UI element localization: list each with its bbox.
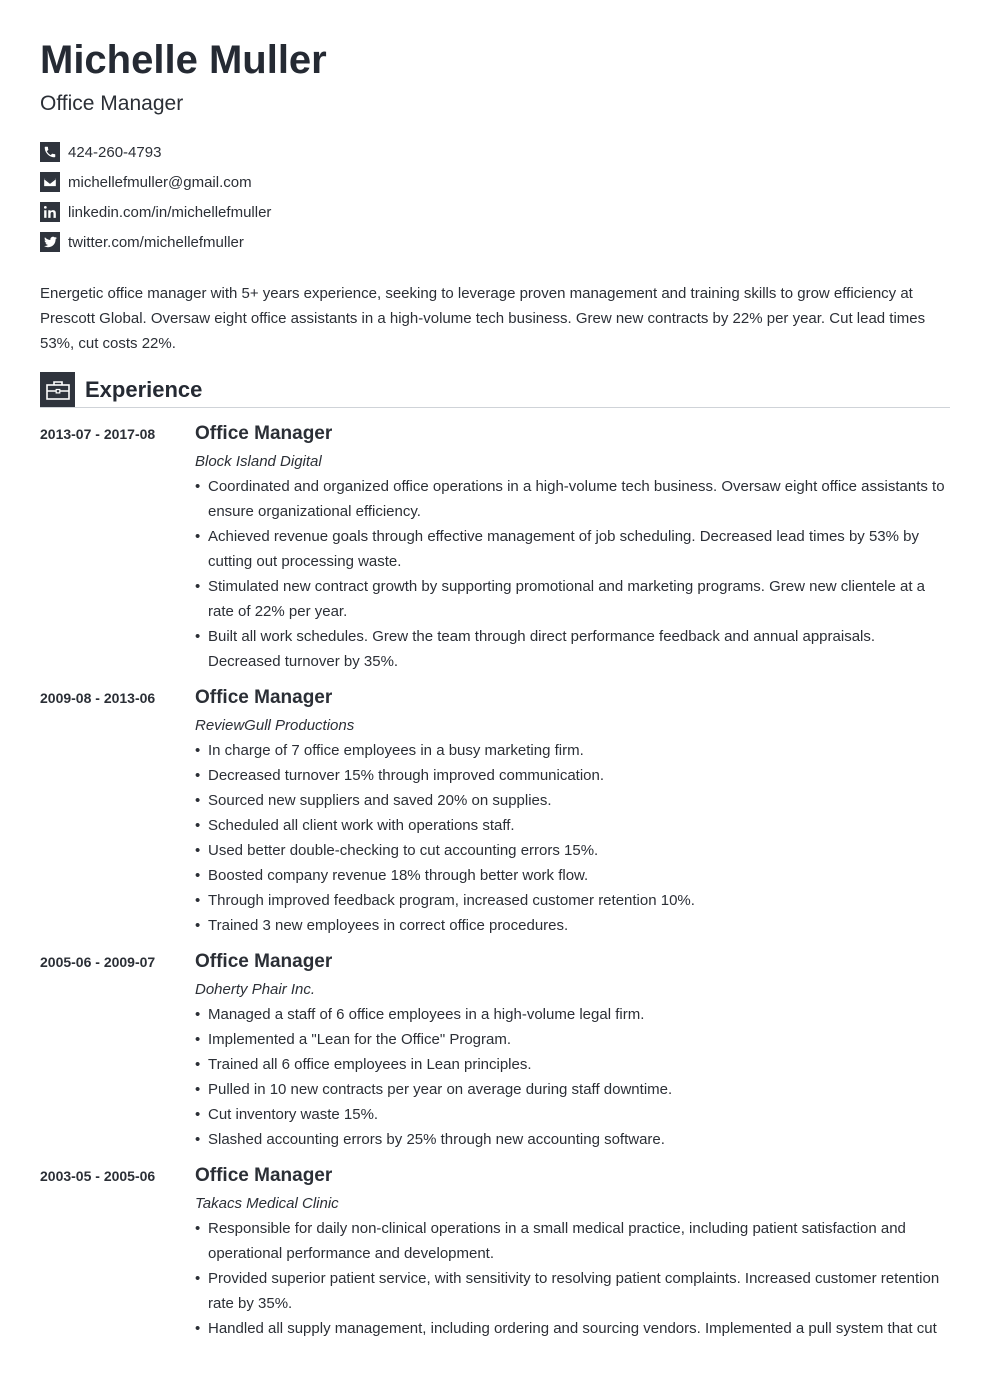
contact-phone-text[interactable]: 424-260-4793 — [68, 143, 162, 161]
job-bullet: • Through improved feedback program, increased customer retention 10%. — [195, 888, 950, 913]
job-bullet: • Built all work schedules. Grew the team through direct performance feedback and annual appraisals. Decreased turnover by 35%. — [195, 624, 950, 674]
contact-linkedin — [40, 197, 271, 227]
job-bullet: • Stimulated new contract growth by supporting promotional and marketing programs. Grew new clientele at a rate of 22% per year. — [195, 574, 950, 624]
job-body — [195, 1162, 950, 1341]
job-bullet: • Scheduled all client work with operations staff. — [195, 813, 950, 838]
job-entry — [40, 948, 950, 1152]
job-bullet: • Decreased turnover 15% through improved communication. — [195, 763, 950, 788]
job-bullet: • Slashed accounting errors by 25% through new accounting software. — [195, 1127, 950, 1152]
experience-section-title: Experience — [85, 377, 203, 402]
job-bullet: • Used better double-checking to cut accounting errors 15%. — [195, 838, 950, 863]
job-company: Takacs Medical Clinic — [195, 1195, 339, 1212]
job-title: Office Manager — [195, 423, 333, 444]
email-icon — [40, 172, 60, 192]
job-entry — [40, 1162, 950, 1341]
job-bullet: • Implemented a "Lean for the Office" Program. — [195, 1027, 950, 1052]
job-bullet: • Provided superior patient service, with sensitivity to resolving patient complaints. Increased customer retention rate by 35%. — [195, 1266, 950, 1316]
job-entry — [40, 684, 950, 938]
job-bullet: • Managed a staff of 6 office employees in a high-volume legal firm. — [195, 1002, 950, 1027]
job-title: Office Manager — [195, 687, 333, 708]
job-dates: 2009-08 - 2013-06 — [40, 690, 156, 706]
job-bullet: • Responsible for daily non-clinical operations in a small medical practice, including patient satisfaction and operational performance and development. — [195, 1216, 950, 1266]
contact-twitter — [40, 227, 271, 257]
job-body — [195, 684, 950, 938]
job-bullet: • Achieved revenue goals through effective management of job scheduling. Decreased lead times by 53% by cutting out processing waste. — [195, 524, 950, 574]
job-bullet-list — [195, 1002, 950, 1152]
job-bullet: • Cut inventory waste 15%. — [195, 1102, 950, 1127]
job-bullet-list — [195, 474, 950, 674]
job-bullet-list — [195, 738, 950, 938]
job-company: ReviewGull Productions — [195, 717, 355, 734]
job-dates: 2013-07 - 2017-08 — [40, 426, 156, 442]
job-title: Office Manager — [195, 1165, 333, 1186]
job-bullet: • Sourced new suppliers and saved 20% on supplies. — [195, 788, 950, 813]
job-body — [195, 948, 950, 1152]
job-dates: 2005-06 - 2009-07 — [40, 954, 156, 970]
job-dates: 2003-05 - 2005-06 — [40, 1168, 156, 1184]
job-body — [195, 420, 950, 674]
job-bullet: • Handled all supply management, including ordering and sourcing vendors. Implemented a pull system that cut — [195, 1316, 950, 1341]
job-bullet: • Pulled in 10 new contracts per year on average during staff downtime. — [195, 1077, 950, 1102]
job-bullet: • Coordinated and organized office operations in a high-volume tech business. Oversaw eight office assistants to ensure organizational efficiency. — [195, 474, 950, 524]
contact-email — [40, 167, 271, 197]
job-company: Doherty Phair Inc. — [195, 981, 316, 998]
job-company: Block Island Digital — [195, 453, 322, 470]
contact-email-text[interactable]: michellefmuller@gmail.com — [68, 173, 252, 191]
summary-paragraph: Energetic office manager with 5+ years experience, seeking to leverage proven management and training skills to grow efficiency at Prescott Global. Oversaw eight office assistants in a high-volume tech business. Grew new contracts by 22% per year. Cut lead times 53%, cut costs 22%. — [40, 285, 926, 352]
job-bullet: • Boosted company revenue 18% through better work flow. — [195, 863, 950, 888]
candidate-name: Michelle Muller — [40, 38, 327, 82]
job-bullet: • Trained all 6 office employees in Lean principles. — [195, 1052, 950, 1077]
phone-icon — [40, 142, 60, 162]
contact-linkedin-text[interactable]: linkedin.com/in/michellefmuller — [68, 203, 272, 221]
twitter-icon — [40, 232, 60, 252]
job-bullet: • Trained 3 new employees in correct office procedures. — [195, 913, 950, 938]
job-bullet-list — [195, 1216, 950, 1341]
job-entry — [40, 420, 950, 674]
candidate-role: Office Manager — [40, 92, 184, 115]
job-bullet: • In charge of 7 office employees in a busy marketing firm. — [195, 738, 950, 763]
experience-list — [40, 420, 950, 1351]
linkedin-icon — [40, 202, 60, 222]
contact-phone — [40, 137, 271, 167]
briefcase-icon — [40, 372, 75, 407]
contact-twitter-text[interactable]: twitter.com/michellefmuller — [68, 233, 244, 251]
contact-list — [40, 137, 271, 257]
experience-section-header — [40, 372, 950, 408]
job-title: Office Manager — [195, 951, 333, 972]
